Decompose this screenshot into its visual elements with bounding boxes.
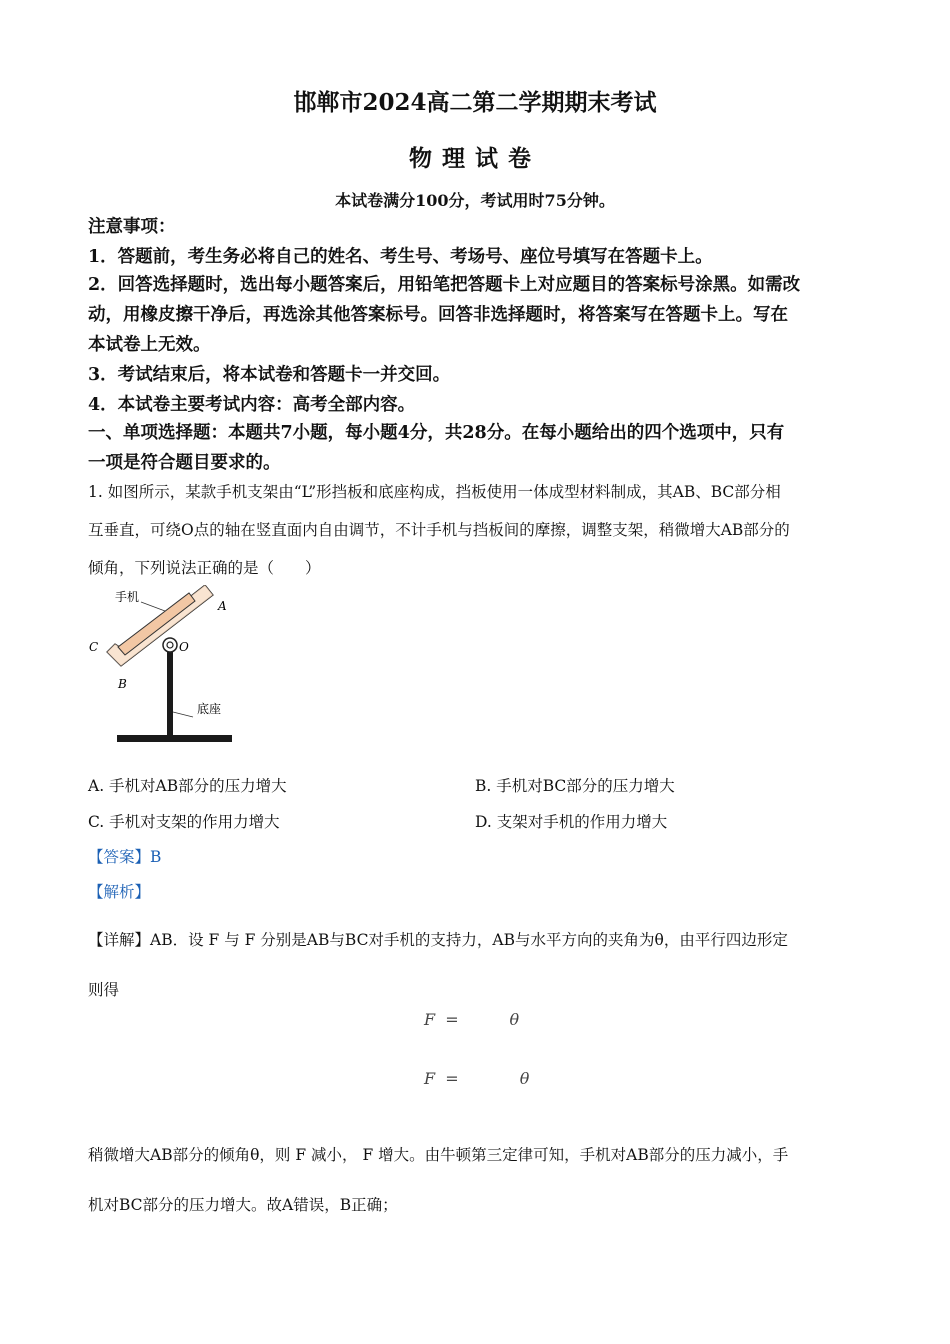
stand-base — [117, 735, 232, 742]
notice-item-2-line-3: 本试卷上无效。 — [88, 335, 211, 355]
notice-item-3: 3．考试结束后，将本试卷和答题卡一并交回。 — [88, 365, 451, 385]
label-b: B — [118, 677, 127, 691]
base-leader-line — [173, 712, 193, 717]
label-phone: 手机 — [115, 590, 140, 604]
analysis-label: 【解析】 — [88, 883, 151, 901]
answer: 【答案】B — [88, 848, 162, 866]
notice-heading: 注意事项： — [88, 217, 176, 237]
score-info: 本试卷满分100分，考试用时75分钟。 — [335, 191, 615, 210]
equation-2: F = θ — [424, 1069, 530, 1088]
notice-item-2-line-1: 2．回答选择题时，选出每小题答案后，用铅笔把答题卡上对应题目的答案标号涂黑。如需改 — [88, 275, 801, 295]
conclusion-line-1: 稍微增大AB部分的倾角θ，则 F 减小， F 增大。由牛顿第三定律可知，手机对AB部分的压力减小，手 — [88, 1146, 789, 1164]
question-1-line-3: 倾角，下列说法正确的是（ ） — [88, 559, 321, 577]
option-b: B. 手机对BC部分的压力增大 — [475, 777, 675, 795]
phone-stand-figure — [85, 585, 245, 750]
stand-post — [167, 650, 173, 738]
subject-title: 物理试卷 — [409, 145, 541, 172]
label-c: C — [89, 640, 99, 654]
notice-item-1: 1．答题前，考生务必将自己的姓名、考生号、考场号、座位号填写在答题卡上。 — [88, 247, 713, 267]
question-1-line-2: 互垂直，可绕O点的轴在竖直面内自由调节，不计手机与挡板间的摩擦，调整支架，稍微增大AB部分的 — [88, 521, 790, 539]
detail-line-2: 则得 — [88, 981, 120, 999]
conclusion-line-2: 机对BC部分的压力增大。故A错误，B正确； — [88, 1196, 398, 1214]
section-1-line-2: 一项是符合题目要求的。 — [88, 453, 281, 473]
pivot-inner — [167, 642, 173, 648]
exam-title: 邯郸市2024高二第二学期期末考试 — [293, 89, 657, 116]
notice-item-2-line-2: 动，用橡皮擦干净后，再选涂其他答案标号。回答非选择题时，将答案写在答题卡上。写在 — [88, 305, 788, 325]
notice-item-4: 4．本试卷主要考试内容：高考全部内容。 — [88, 395, 416, 415]
section-1-line-1: 一、单项选择题：本题共7小题，每小题4分，共28分。在每小题给出的四个选项中，只有 — [88, 423, 785, 443]
phone-leader-line — [141, 602, 165, 611]
label-o: O — [179, 640, 189, 654]
detail-line-1: 【详解】AB．设 F 与 F 分别是AB与BC对手机的支持力，AB与水平方向的夹角为θ，由平行四边形定 — [88, 931, 788, 949]
question-1-line-1: 1. 如图所示，某款手机支架由“L”形挡板和底座构成，挡板使用一体成型材料制成，其AB、BC部分相 — [88, 483, 781, 501]
option-a: A. 手机对AB部分的压力增大 — [88, 777, 287, 795]
label-base: 底座 — [197, 702, 222, 716]
option-d: D. 支架对手机的作用力增大 — [475, 813, 668, 831]
label-a: A — [218, 599, 227, 613]
equation-1: F = θ — [424, 1010, 520, 1029]
option-c: C. 手机对支架的作用力增大 — [88, 813, 280, 831]
